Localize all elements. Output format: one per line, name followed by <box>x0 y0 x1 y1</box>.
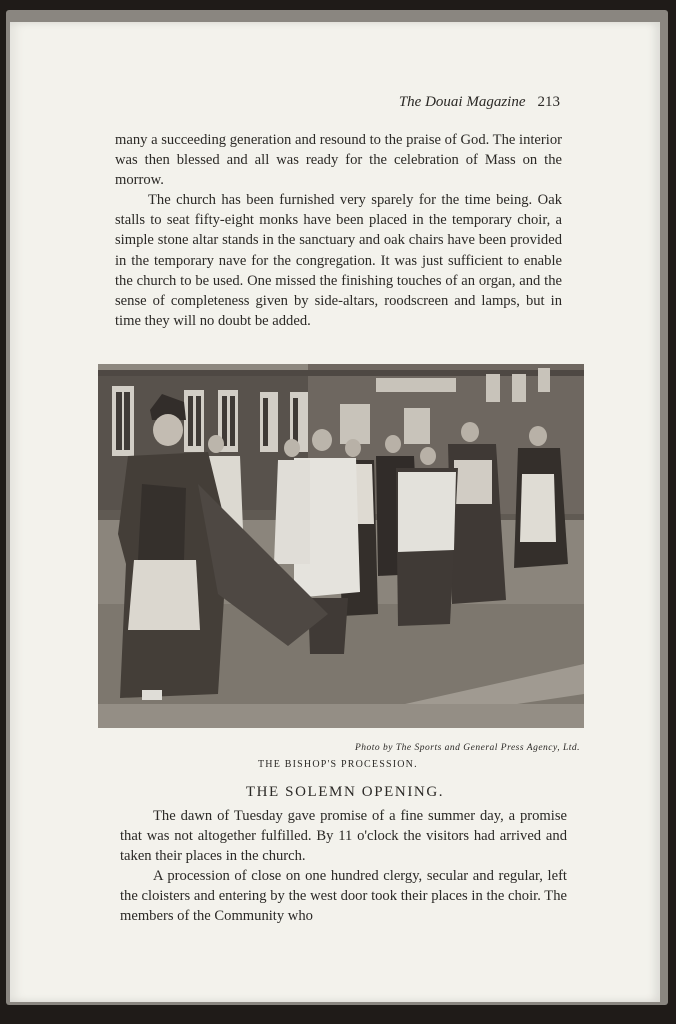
paragraph: The church has been furnished very sparely for the time being. Oak stalls to seat fifty-eight monks have been placed in the temporary choir, a simple stone altar stands in the sanctuary and oak chairs have been provided in the temporary nave for the congregation. It was just sufficient to enable the church to be used. One missed the finishing touches of an organ, and the sense of completeness given by side-altars, roodscreen and lamps, but in time they will no doubt be added. <box>115 192 562 329</box>
body-text-bottom <box>120 806 567 927</box>
paragraph: many a succeeding generation and resound to the praise of God. The interior was then blessed and all was ready for the celebration of Mass on the morrow. <box>115 132 562 189</box>
page-number: 213 <box>537 94 560 110</box>
procession-photograph <box>98 364 584 728</box>
magazine-title: The Douai Magazine <box>398 94 526 110</box>
body-text-top <box>115 130 562 331</box>
photo-credit: Photo by The Sports and General Press Agency, Ltd. <box>354 743 580 753</box>
section-heading: THE SOLEMN OPENING. <box>245 784 445 800</box>
paragraph: A procession of close on one hundred clergy, secular and regular, left the cloisters and entering by the west door took their places in the choir. The members of the Community who <box>120 868 567 925</box>
running-head <box>399 94 560 111</box>
book-page <box>10 22 660 1002</box>
photograph-image <box>98 364 584 728</box>
photo-caption: THE BISHOP'S PROCESSION. <box>258 759 418 770</box>
paragraph: The dawn of Tuesday gave promise of a fine summer day, a promise that was not altogether fulfilled. By 11 o'clock the visitors had arrived and taken their places in the church. <box>120 808 567 865</box>
